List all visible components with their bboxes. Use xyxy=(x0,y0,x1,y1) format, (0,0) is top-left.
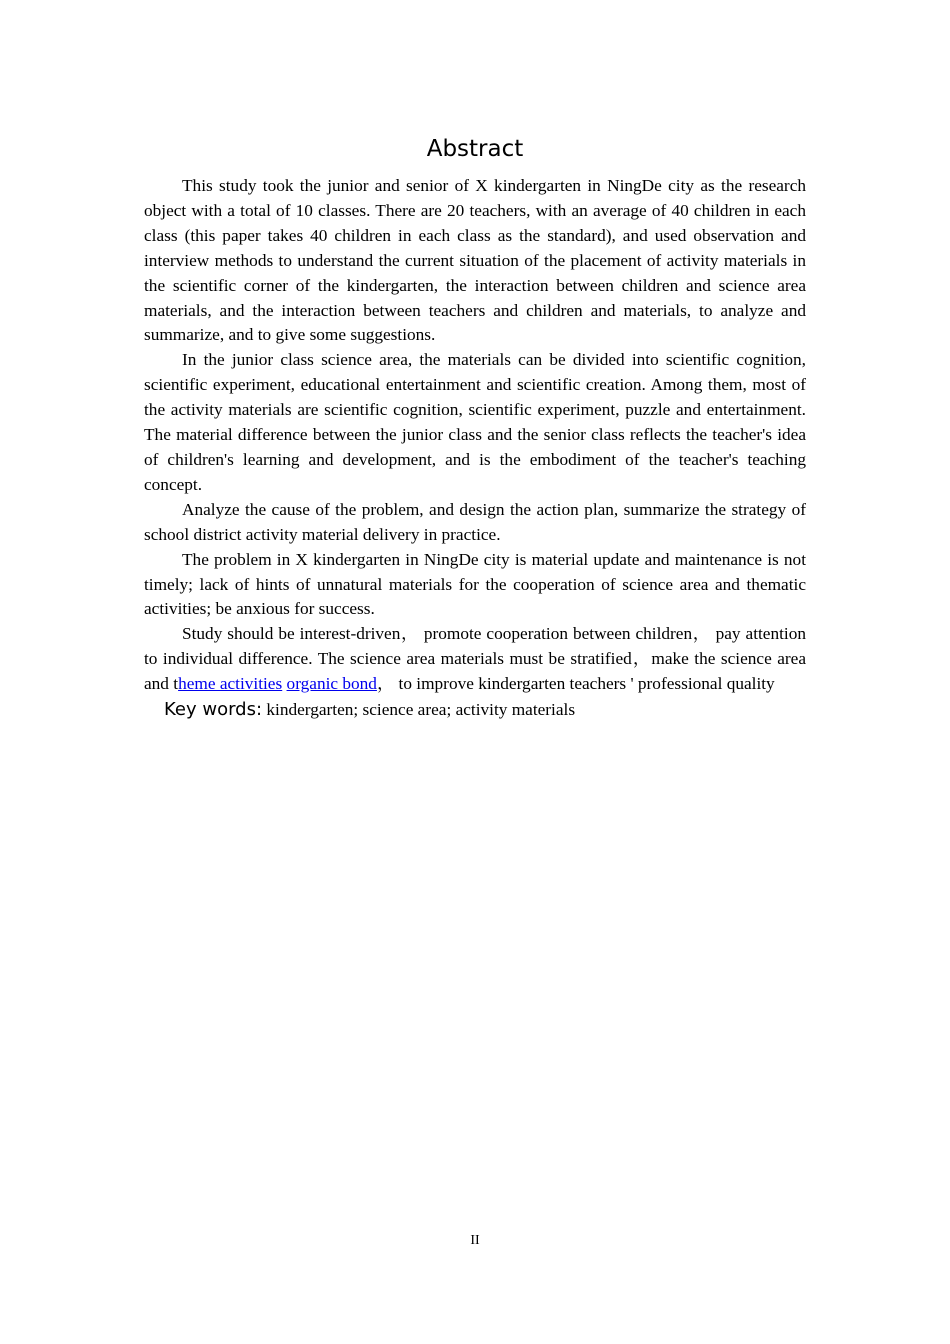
abstract-paragraph-5 xyxy=(144,622,806,697)
paragraph-5-text-start: Study should be interest-driven， promote cooperation between children， pay attention to individual difference. The science area materials must be stratified，make the science area and t xyxy=(144,624,806,694)
abstract-paragraph-1: This study took the junior and senior of X kindergarten in NingDe city as the research object with a total of 10 classes. There are 20 teachers, with an average of 40 children in each class (this paper takes 40 children in each class as the standard), and used observation and interview methods to understand the current situation of the placement of activity materials in the scientific corner of the kindergarten, the interaction between children and science area materials, and the interaction between teachers and children and materials, to analyze and summarize, and to give some suggestions. xyxy=(144,176,806,345)
keywords-label: Key words: xyxy=(164,699,263,721)
keywords-value: kindergarten; science area; activity materials xyxy=(266,700,576,720)
paragraph-5-text-end: ， to improve kindergarten teachers ' professional quality xyxy=(376,674,775,694)
abstract-title: Abstract xyxy=(426,136,524,162)
abstract-paragraph-4: The problem in X kindergarten in NingDe city is material update and maintenance is not timely; lack of hints of unnatural materials for the cooperation of science area and thematic activities; be anxious for success. xyxy=(144,549,806,619)
keywords-line xyxy=(144,697,806,723)
abstract-paragraph-3: Analyze the cause of the problem, and design the action plan, summarize the strategy of school district activity material delivery in practice. xyxy=(144,499,806,544)
abstract-body xyxy=(144,174,806,723)
abstract-paragraph-2: In the junior class science area, the materials can be divided into scientific cognition, scientific experiment, educational entertainment and scientific creation. Among them, most of the activity materials are scientific cognition, scientific experiment, puzzle and entertainment. The material difference between the junior class and the senior class reflects the teacher's idea of children's learning and development, and is the embodiment of the teacher's teaching concept. xyxy=(144,350,806,494)
page-number: II xyxy=(470,1233,480,1248)
organic-bond-link[interactable]: organic bond xyxy=(286,674,377,694)
theme-activities-link[interactable]: heme activities xyxy=(178,674,283,694)
